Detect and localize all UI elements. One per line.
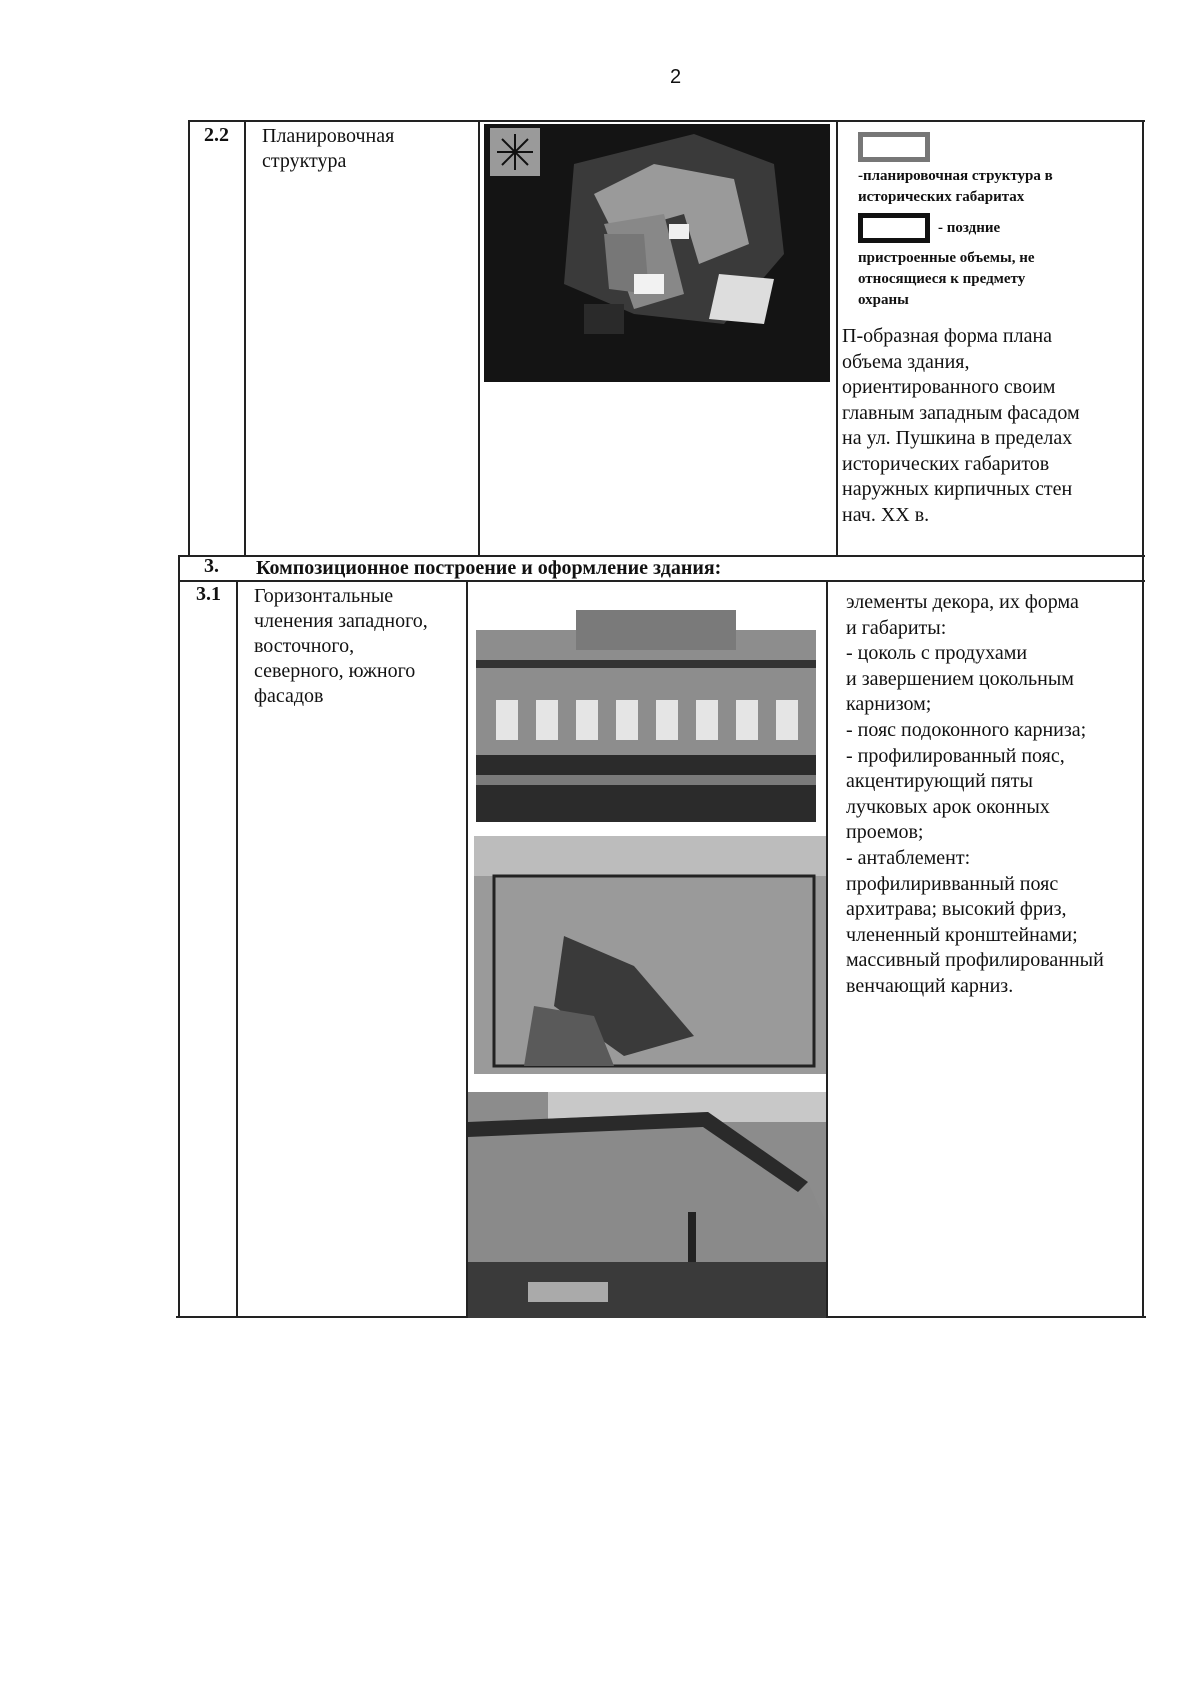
east-facade-photo [474, 836, 826, 1074]
row-name: Планировочная структура [262, 125, 395, 172]
row-number: 3.1 [196, 583, 221, 605]
legend-light-swatch [858, 132, 930, 162]
section-number: 3. [204, 555, 219, 577]
west-facade-photo [476, 590, 826, 822]
row-description: П-образная форма плана объема здания, ориентированного своим главным западным фасадом на ул. Пушкина в пределах исторических габаритов наружных кирпичных стен нач. XX в. [842, 325, 1080, 526]
row-description: элементы декора, их форма и габариты: - цоколь с продухами и завершением цокольным карнизом; - пояс подоконного карниза; - профилированный пояс, акцентирующий пяты лучковых арок оконных проемов; - антаблемент: профилиривванный пояс архитрава; высокий фриз, члененный кронштейнами; массивный профилированный венчающий карниз. [846, 591, 1104, 997]
legend-dark-label: - поздние [938, 220, 1001, 236]
site-plan-image [484, 124, 830, 382]
page-number: 2 [670, 66, 682, 88]
legend-light-label: -планировочная структура в исторических габаритах [858, 168, 1053, 205]
north-south-facade-photo [468, 1092, 826, 1318]
section-title: Композиционное построение и оформление здания: [256, 557, 722, 579]
row-name: Горизонтальные членения западного, восточного, северного, южного фасадов [254, 585, 428, 707]
row-number: 2.2 [204, 124, 229, 146]
legend-dark-label-cont: пристроенные объемы, не относящиеся к предмету охраны [858, 250, 1035, 308]
legend-dark-swatch [858, 213, 930, 243]
